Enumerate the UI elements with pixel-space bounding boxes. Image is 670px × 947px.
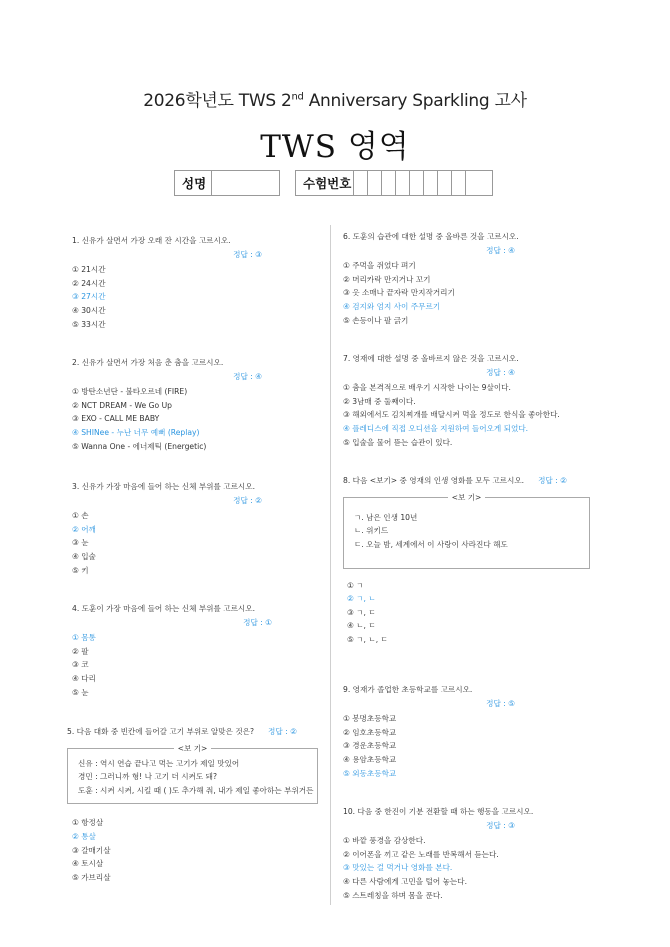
registration-digit-cell[interactable] — [368, 171, 382, 195]
choice-item-correct[interactable]: ③ 27시간 — [72, 292, 106, 302]
choice-item[interactable]: ⑤ ㄱ, ㄴ, ㄷ — [347, 634, 388, 644]
bogi-title-text: <보 기> — [174, 744, 212, 753]
choice-item[interactable]: ③ ㄱ, ㄷ — [347, 607, 376, 617]
bogi-box — [343, 492, 590, 569]
choice-list — [343, 381, 560, 449]
bogi-line: ㄴ. 위키드 — [354, 526, 389, 536]
choice-item-correct[interactable]: ② 어깨 — [72, 524, 96, 534]
bogi-line: 신유 : 역시 연습 끝나고 먹는 고기가 제일 맛있어 — [78, 758, 240, 768]
choice-item[interactable]: ③ 옷 소매나 끝자락 만지작거리기 — [343, 288, 455, 298]
registration-digit-cell[interactable] — [382, 171, 396, 195]
question-text: 2. 신유가 살면서 가장 처음 춘 춤을 고르시오. — [72, 358, 224, 367]
question-7 — [343, 352, 560, 449]
question-8 — [343, 474, 590, 647]
choice-item-correct[interactable]: ② ㄱ, ㄴ — [347, 594, 376, 604]
question-5 — [67, 725, 318, 884]
choice-list — [72, 631, 272, 699]
exam-subtitle — [0, 86, 670, 111]
choice-list — [72, 385, 262, 453]
choice-item[interactable]: ④ 30시간 — [72, 305, 106, 315]
choice-list — [72, 509, 262, 577]
registration-digit-cell[interactable] — [452, 171, 466, 195]
registration-digit-cell[interactable] — [466, 171, 480, 195]
choice-item[interactable]: ③ 눈 — [72, 538, 89, 548]
choice-item[interactable]: ④ 입술 — [72, 551, 96, 561]
choice-item[interactable]: ② 임호초등학교 — [343, 727, 397, 737]
choice-item-correct[interactable]: ⑤ 외동초등학교 — [343, 768, 397, 778]
choice-list — [343, 834, 515, 902]
choice-item[interactable]: ② 머리카락 만지거나 꼬기 — [343, 274, 431, 284]
name-label: 성명 — [175, 171, 212, 195]
bogi-box — [67, 743, 318, 805]
answer-key: 정답 : ③ — [233, 249, 262, 259]
choice-item[interactable]: ⑤ 33시간 — [72, 319, 106, 329]
question-text: 6. 도훈의 습관에 대한 설명 중 올바른 것을 고르시오. — [343, 232, 519, 241]
choice-list — [67, 816, 318, 884]
subtitle-text: 2026학년도 TWS 2 — [143, 91, 292, 111]
bogi-title — [344, 491, 589, 505]
answer-key: 정답 : ④ — [486, 367, 515, 377]
choice-item-correct[interactable]: ④ 플레디스에 직접 오디션을 지원하여 들어오게 되었다. — [343, 423, 529, 433]
choice-item[interactable]: ③ EXO - CALL ME BABY — [72, 414, 160, 424]
registration-digit-cell[interactable] — [424, 171, 438, 195]
choice-item[interactable]: ① 21시간 — [72, 265, 106, 275]
name-box — [174, 170, 280, 196]
question-9 — [343, 683, 515, 780]
choice-item[interactable]: ④ 용암초등학교 — [343, 754, 397, 764]
choice-item[interactable]: ③ 해외에서도 김치찌개를 배달시켜 먹을 정도로 한식을 좋아한다. — [343, 410, 560, 420]
choice-item[interactable]: ④ ㄴ, ㄷ — [347, 621, 376, 631]
choice-item[interactable]: ② 이어폰을 끼고 같은 노래를 반복해서 듣는다. — [343, 849, 499, 859]
registration-digit-cell[interactable] — [396, 171, 410, 195]
registration-digit-cell[interactable] — [410, 171, 424, 195]
registration-digit-cell[interactable] — [354, 171, 368, 195]
question-text: 4. 도훈이 가장 마음에 들어 하는 신체 부위를 고르시오. — [72, 604, 256, 613]
choice-item-correct[interactable]: ④ SHINee - 누난 너무 예뻐 (Replay) — [72, 427, 200, 437]
choice-item[interactable]: ④ 다리 — [72, 673, 96, 683]
question-4 — [72, 602, 272, 699]
subtitle-text-rest: Anniversary Sparkling 고사 — [303, 91, 527, 111]
answer-key: 정답 : ⑤ — [486, 698, 515, 708]
question-1 — [72, 234, 262, 331]
question-10 — [343, 805, 534, 902]
registration-label: 수험번호 — [296, 171, 354, 195]
choice-item[interactable]: ⑤ 가브리살 — [72, 872, 111, 882]
registration-box — [295, 170, 493, 196]
choice-list — [343, 712, 515, 780]
choice-list — [343, 579, 590, 647]
choice-item[interactable]: ② 팔 — [72, 646, 89, 656]
choice-item[interactable]: ② NCT DREAM - We Go Up — [72, 400, 172, 410]
question-6 — [343, 230, 519, 327]
bogi-line: ㄷ. 오늘 밤, 세계에서 이 사랑이 사라진다 해도 — [354, 539, 508, 549]
bogi-title — [68, 742, 317, 756]
choice-item[interactable]: ② 3남매 중 둘째이다. — [343, 396, 416, 406]
choice-item[interactable]: ③ 경운초등학교 — [343, 741, 397, 751]
choice-item[interactable]: ③ 갈매기살 — [72, 845, 111, 855]
answer-key: 정답 : ④ — [486, 245, 515, 255]
choice-item[interactable]: ① 주먹을 쥐었다 펴기 — [343, 261, 416, 271]
choice-item[interactable]: ⑤ 스트레칭을 하며 몸을 푼다. — [343, 890, 443, 900]
answer-key: 정답 : ② — [538, 476, 567, 485]
choice-item[interactable]: ① ㄱ — [347, 580, 364, 590]
bogi-title-text: <보 기> — [448, 493, 486, 502]
choice-item-correct[interactable]: ② 통살 — [72, 831, 96, 841]
choice-item[interactable]: ⑤ 눈 — [72, 687, 89, 697]
choice-item[interactable]: ① 항정살 — [72, 818, 104, 828]
choice-item[interactable]: ③ 코 — [72, 660, 89, 670]
bogi-line: 경민 : 그러니까 형! 나 고기 더 시켜도 돼? — [78, 772, 217, 782]
choice-item[interactable]: ④ 토시살 — [72, 859, 104, 869]
question-3 — [72, 480, 262, 577]
question-text — [343, 474, 590, 488]
choice-list — [72, 263, 262, 331]
answer-key: 정답 : ④ — [233, 371, 262, 381]
column-divider — [330, 225, 331, 905]
question-text: 1. 신유가 살면서 가장 오래 잔 시간을 고르시오. — [72, 236, 231, 245]
choice-item[interactable]: ① 바깥 풍경을 감상한다. — [343, 836, 426, 846]
question-text: 9. 영재가 졸업한 초등학교를 고르시오. — [343, 685, 473, 694]
answer-key: 정답 : ② — [268, 727, 297, 736]
answer-key: 정답 : ③ — [486, 820, 515, 830]
exam-title: TWS 영역 — [260, 129, 410, 165]
choice-item[interactable]: ② 24시간 — [72, 278, 106, 288]
choice-item[interactable]: ① 방탄소년단 - 불타오르네 (FIRE) — [72, 387, 188, 397]
choice-item-correct[interactable]: ③ 맛있는 걸 먹거나 영화를 본다. — [343, 863, 453, 873]
question-text: 3. 신유가 가장 마음에 들어 하는 신체 부위를 고르시오. — [72, 482, 256, 491]
question-text — [67, 725, 318, 739]
question-text-body: 5. 다음 대화 중 빈칸에 들어갈 고기 부위로 알맞은 것은? — [67, 727, 255, 736]
registration-digit-cell[interactable] — [438, 171, 452, 195]
choice-item[interactable]: ① 손 — [72, 511, 89, 521]
choice-item-correct[interactable]: ④ 검지와 엄지 사이 주무르기 — [343, 301, 441, 311]
choice-item[interactable]: ① 봉명초등학교 — [343, 714, 397, 724]
bogi-line: ㄱ. 남은 인생 10년 — [354, 512, 418, 522]
choice-item[interactable]: ⑤ 손등이나 팔 긁기 — [343, 315, 409, 325]
question-text-body: 8. 다음 <보기> 중 영재의 인생 영화를 모두 고르시오. — [343, 476, 525, 485]
subtitle-ordinal: nd — [291, 91, 304, 103]
question-text: 10. 다음 중 한진이 기분 전환할 때 하는 행동을 고르시오. — [343, 807, 534, 816]
question-text: 7. 영재에 대한 설명 중 올바르지 않은 것을 고르시오. — [343, 354, 519, 363]
answer-key: 정답 : ① — [243, 617, 272, 627]
choice-item[interactable]: ⑤ 입술을 물어 뜯는 습관이 있다. — [343, 437, 453, 447]
choice-item[interactable]: ⑤ Wanna One - 에너제틱 (Energetic) — [72, 441, 207, 451]
name-field[interactable] — [212, 171, 279, 195]
choice-item-correct[interactable]: ① 몸통 — [72, 633, 96, 643]
bogi-line: 도훈 : 시켜 시켜, 시킬 때 ( )도 추가해 줘, 내가 제일 좋아하는 부위거든 — [78, 785, 314, 795]
choice-list — [343, 259, 515, 327]
choice-item[interactable]: ① 춤을 본격적으로 배우기 시작한 나이는 9살이다. — [343, 383, 511, 393]
choice-item[interactable]: ⑤ 키 — [72, 565, 89, 575]
choice-item[interactable]: ④ 다른 사람에게 고민을 털어 놓는다. — [343, 876, 467, 886]
answer-key: 정답 : ② — [233, 495, 262, 505]
question-2 — [72, 356, 262, 453]
